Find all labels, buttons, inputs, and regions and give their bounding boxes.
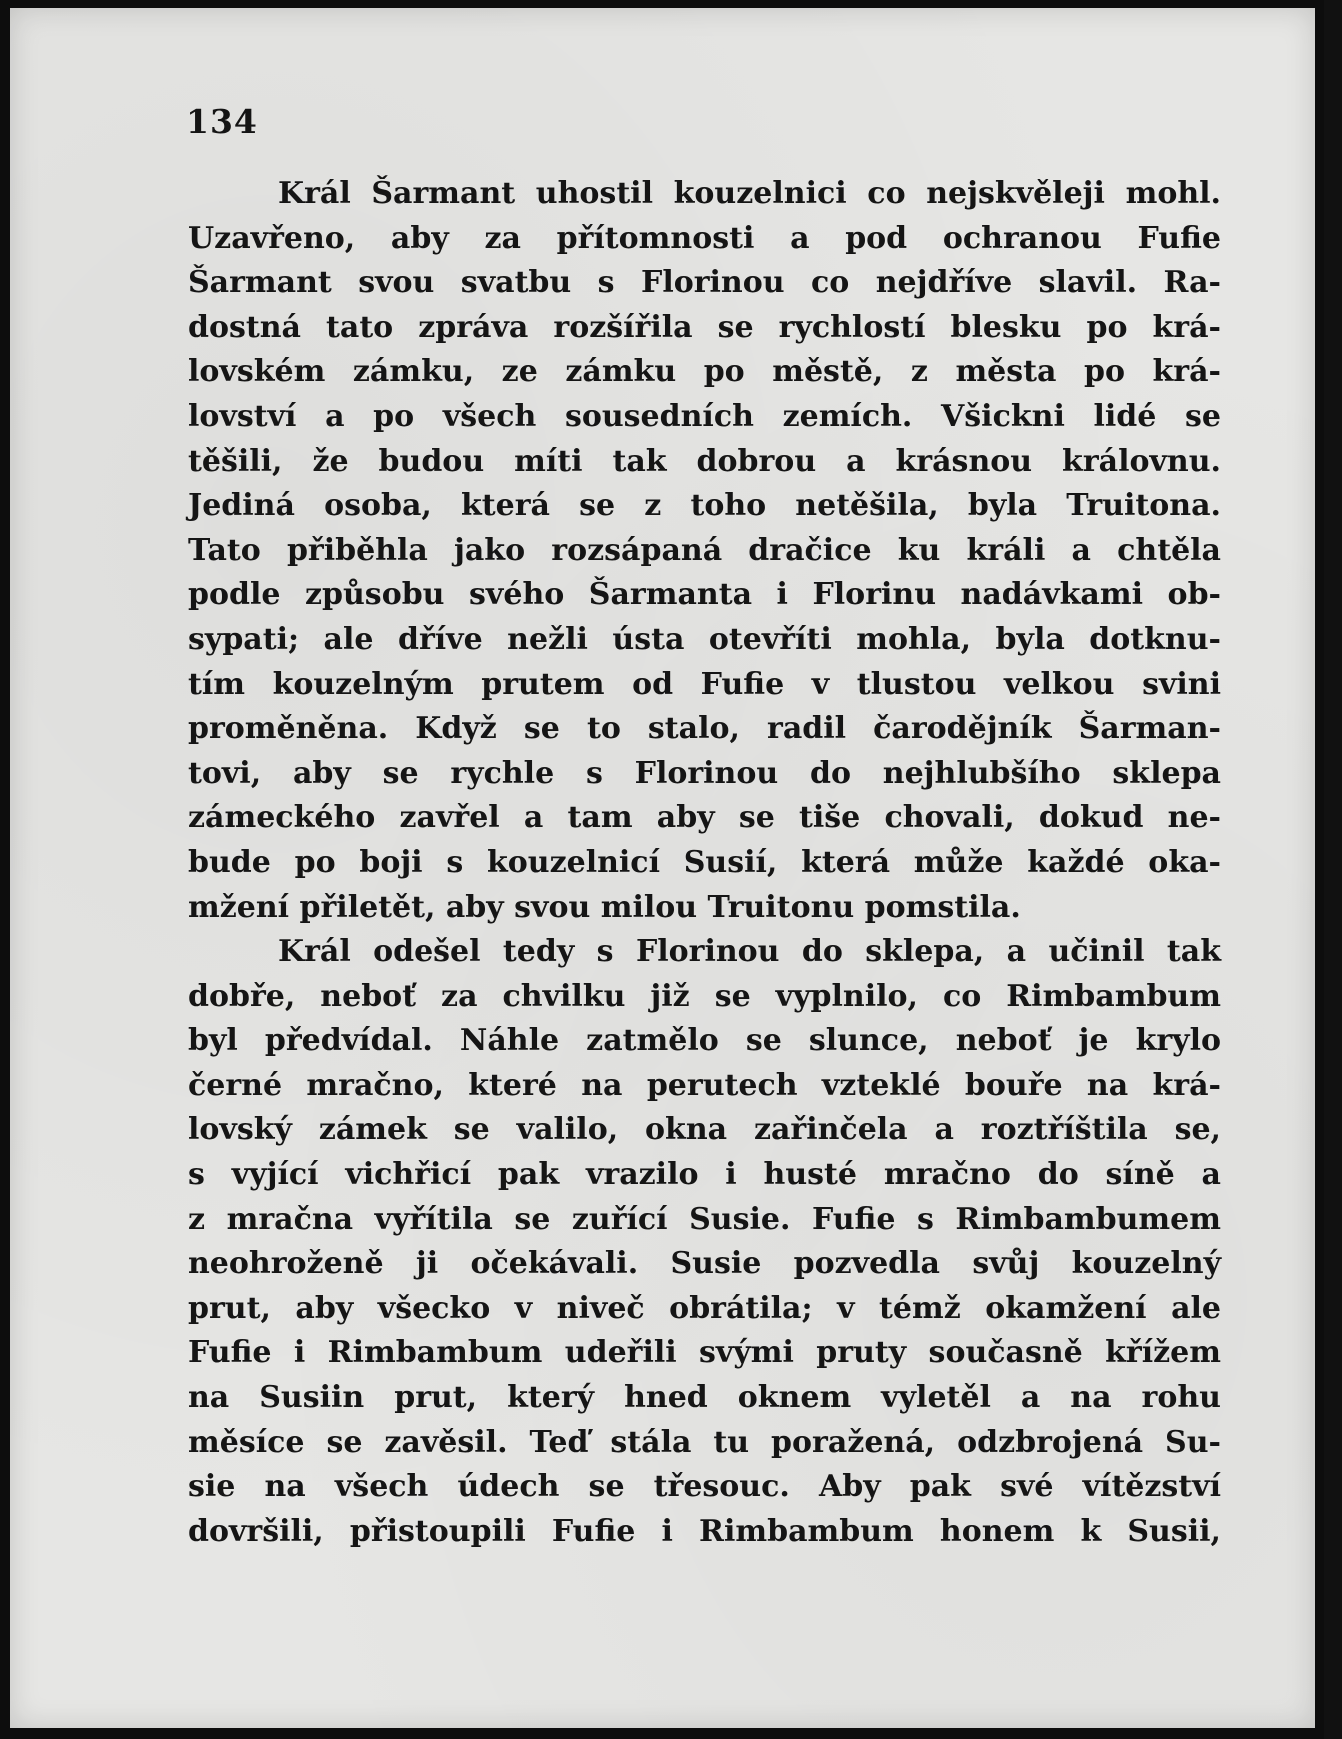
text-line: mžení přiletět, aby svou milou Truitonu pomstila. <box>188 889 1021 925</box>
text-line: lovství a po všech sousedních zemích. Všickni lidé se <box>188 398 1221 434</box>
text-line: s vyjící vichřicí pak vrazilo i husté mračno do síně a <box>188 1157 1221 1193</box>
text-line: proměněna. Když se to stalo, radil čarodějník Šarman- <box>188 711 1221 747</box>
text-line: dostná tato zpráva rozšířila se rychlostí blesku po krá- <box>188 309 1221 345</box>
text-line: tovi, aby se rychle s Florinou do nejhlubšího sklepa <box>188 755 1221 791</box>
text-line: měsíce se zavěsil. Teď stála tu poražená, odzbrojená Su- <box>188 1424 1221 1460</box>
body-text <box>188 172 1221 1554</box>
text-line: z mračna vyřítila se zuřící Susie. Fufie s Rimbambumem <box>188 1201 1221 1237</box>
text-line: Uzavřeno, aby za přítomnosti a pod ochranou Fufie <box>188 220 1221 256</box>
book-page <box>10 8 1315 1728</box>
text-line: Fufie i Rimbambum udeřili svými pruty současně křížem <box>188 1335 1221 1371</box>
text-line: prut, aby všecko v niveč obrátila; v témž okamžení ale <box>188 1290 1221 1326</box>
text-line: zámeckého zavřel a tam aby se tiše chovali, dokud ne- <box>188 800 1221 836</box>
text-line: lovském zámku, ze zámku po městě, z města po krá- <box>188 354 1221 390</box>
text-line: těšili, že budou míti tak dobrou a krásnou královnu. <box>188 443 1221 479</box>
scan-border <box>1324 0 1342 1739</box>
text-line: černé mračno, které na perutech vzteklé bouře na krá- <box>188 1067 1221 1103</box>
text-line: Jediná osoba, která se z toho netěšila, byla Truitona. <box>188 488 1221 524</box>
text-line: sie na všech údech se třesouc. Aby pak své vítězství <box>188 1469 1221 1505</box>
text-line: byl předvídal. Náhle zatmělo se slunce, neboť je krylo <box>188 1023 1221 1059</box>
text-line: dobře, neboť za chvilku již se vyplnilo, co Rimbambum <box>188 978 1221 1014</box>
text-line: Šarmant svou svatbu s Florinou co nejdříve slavil. Ra- <box>188 265 1221 301</box>
text-line: dovršili, přistoupili Fufie i Rimbambum honem k Susii, <box>188 1513 1221 1549</box>
text-line: Král Šarmant uhostil kouzelnici co nejskvěleji mohl. <box>278 176 1221 211</box>
text-line: sypati; ale dříve nežli ústa otevříti mohla, byla dotknu- <box>188 621 1221 657</box>
text-line: lovský zámek se valilo, okna zařinčela a roztříštila se, <box>188 1112 1221 1148</box>
text-line: neohroženě ji očekávali. Susie pozvedla svůj kouzelný <box>188 1246 1221 1282</box>
text-line: tím kouzelným prutem od Fufie v tlustou velkou svini <box>188 666 1221 702</box>
text-line: na Susiin prut, který hned oknem vyletěl a na rohu <box>188 1380 1221 1416</box>
text-line: bude po boji s kouzelnicí Susií, která může každé oka- <box>188 844 1221 880</box>
page-number: 134 <box>186 102 258 141</box>
text-line: Tato přiběhla jako rozsápaná dračice ku králi a chtěla <box>188 532 1221 568</box>
text-line: podle způsobu svého Šarmanta i Florinu nadávkami ob- <box>188 577 1221 613</box>
text-line: Král odešel tedy s Florinou do sklepa, a učinil tak <box>278 934 1221 970</box>
